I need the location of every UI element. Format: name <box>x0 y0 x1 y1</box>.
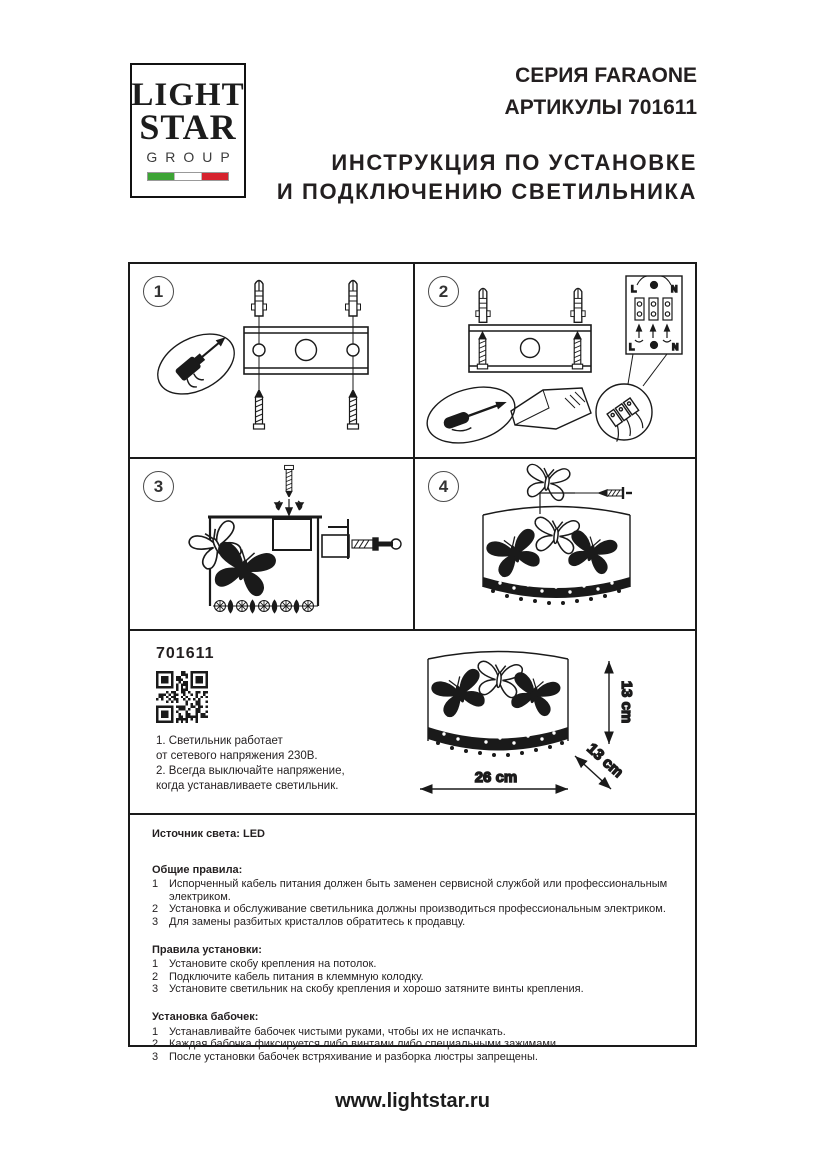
svg-text:13 cm: 13 cm <box>583 740 627 782</box>
instruction-grid <box>128 262 697 1063</box>
spec-item: 2 Подключите кабель питания в клеммную колодку. <box>152 970 424 983</box>
installation-notes: 1. Светильник работает от сетевого напряжения 230В. 2. Всегда выключайте напряжение, когда устанавливаете светильник. <box>156 735 345 792</box>
step-panel-3 <box>130 459 415 631</box>
step-panel-1 <box>130 264 415 459</box>
spec-item: 3 После установки бабочек встряхивание и разборка люстры запрещены. <box>152 1050 538 1063</box>
crystal-band <box>213 600 318 612</box>
italian-flag-icon <box>147 172 229 181</box>
spec-item: 1 Устанавливайте бабочек чистыми руками, чтобы их не испачкать. <box>152 1025 506 1038</box>
svg-text:N: N <box>671 284 678 294</box>
spec-item: 3 Для замены разбитых кристаллов обратитесь к продавцу. <box>152 915 466 928</box>
specs-panel <box>130 815 695 1063</box>
svg-text:N: N <box>672 342 679 352</box>
light-source: Источник света: LED <box>152 828 265 840</box>
lampshade-drawing <box>130 631 695 813</box>
butterfly-icon <box>210 541 277 598</box>
wall-plug-icon <box>252 281 267 317</box>
svg-text:L: L <box>629 342 635 352</box>
screw-icon <box>599 487 632 499</box>
step-panel-4 <box>415 459 695 631</box>
header <box>277 60 697 206</box>
article-title: АРТИКУЛЫ 701611 <box>504 96 697 119</box>
dimension-width <box>420 769 568 789</box>
svg-text:26 cm: 26 cm <box>474 769 518 786</box>
screwdriver-icon <box>421 378 522 453</box>
svg-text:13 cm: 13 cm <box>618 680 635 724</box>
article-number: 701611 <box>156 645 215 662</box>
terminal-detail <box>596 354 667 445</box>
screw-icon <box>352 538 401 550</box>
drill-icon <box>148 322 245 406</box>
wall-plug-icon <box>571 288 585 322</box>
svg-text:L: L <box>631 284 637 294</box>
spec-item: 2 Установка и обслуживание светильника должны производиться профессиональным электриком. <box>152 903 666 916</box>
product-info-panel <box>130 631 695 815</box>
dimension-height <box>609 661 635 744</box>
screw-icon <box>348 390 359 429</box>
logo-light: LIGHT <box>131 77 245 114</box>
step-number-1: 1 <box>143 276 174 307</box>
spec-item: 1 Установите скобу крепления на потолок. <box>152 958 377 971</box>
wall-plug-icon <box>476 288 490 322</box>
crystal-band <box>428 727 568 751</box>
page-title: ИНСТРУКЦИЯ ПО УСТАНОВКЕ И ПОДКЛЮЧЕНИЮ СВЕТИЛЬНИКА <box>276 150 697 204</box>
dimension-depth <box>575 740 627 789</box>
step-number-3: 3 <box>143 471 174 502</box>
spec-item: 1 Испорченный кабель питания должен быть заменен сервисной службой или профессиональным электриком. <box>152 878 668 903</box>
spec-item: 2 Каждая бабочка фиксируется либо винтами либо специальными зажимами. <box>152 1038 560 1051</box>
wall-plug-icon <box>346 281 361 317</box>
specs-section: Установка бабочек: 1 Устанавливайте бабочек чистыми руками, чтобы их не испачкать. 2 Каждая бабочка фиксируется либо винтами либо специальными зажимами. 3 После установки бабочек встряхивание и разборка люстры запрещены. <box>152 1011 685 1063</box>
terminal-block-diagram <box>626 276 682 354</box>
specs-section: Общие правила: 1 Испорченный кабель питания должен быть заменен сервисной службой или профессиональным электриком. 2 Установка и обслуживание светильника должны производиться профессиональным электриком. 3 Для замены разбитых кристаллов обратитесь к продавцу. <box>152 864 685 929</box>
logo-star: STAR <box>139 106 237 147</box>
step-number-2: 2 <box>428 276 459 307</box>
specs-section: Правила установки: 1 Установите скобу крепления на потолок. 2 Подключите кабель питания в клеммную колодку. 3 Установите светильник на скобу крепления и хорошо затяните винты крепления. <box>152 944 685 996</box>
screw-icon <box>254 390 265 429</box>
butterfly-icon <box>524 464 571 502</box>
rotation-screw-icon <box>275 465 303 515</box>
screw-icon <box>572 332 582 369</box>
website-url: www.lightstar.ru <box>335 1090 490 1112</box>
step-panel-2 <box>415 264 695 459</box>
junction-box <box>511 388 591 429</box>
spec-item: 3 Установите светильник на скобу крепления и хорошо затяните винты крепления. <box>152 983 584 996</box>
lightstar-logo <box>130 63 246 198</box>
step-number-4: 4 <box>428 471 459 502</box>
screw-icon <box>477 332 487 369</box>
logo-group: GROUP <box>146 148 238 165</box>
mounting-bracket <box>244 327 368 374</box>
butterfly-icon <box>485 528 544 580</box>
series-title: СЕРИЯ FARAONE <box>515 64 697 87</box>
